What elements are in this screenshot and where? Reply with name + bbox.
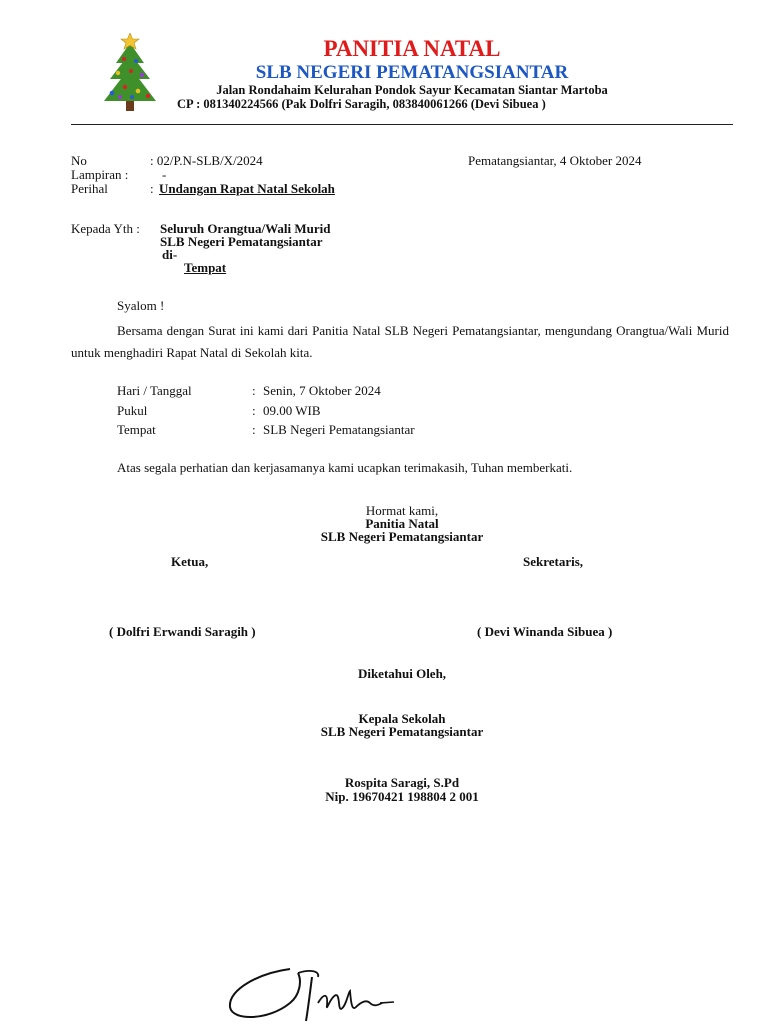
handwritten-signature [220,963,400,1024]
signoff-regards: Hormat kami, [365,503,439,518]
closing-text: Atas segala perhatian dan kerjasamanya kami ucapkan terimakasih, Tuhan memberkati. [117,460,573,475]
acknowledged-label: Diketahui Oleh, [357,666,447,681]
letterhead-contact: CP : 081340224566 (Pak Dolfri Saragih, 083840061266 (Devi Sibuea ) [177,97,546,111]
letterhead-divider [71,124,733,125]
detail-label: Hari / Tanggal [117,383,192,398]
detail-label: Tempat [117,422,156,437]
detail-value: 09.00 WIB [263,403,321,418]
meta-no-value: : 02/P.N-SLB/X/2024 [150,153,263,168]
head-name: Rospita Saragi, S.Pd [344,775,460,790]
signoff-org-2: SLB Negeri Pematangsiantar [320,529,484,544]
secretary-title: Sekretaris, [523,554,584,569]
recipient-line-3: di- [162,247,178,262]
signoff-org-1: Panitia Natal [365,516,439,531]
detail-label: Pukul [117,403,148,418]
detail-separator: : [252,383,256,398]
greeting: Syalom ! [117,298,165,313]
meta-perihal-value: Undangan Rapat Natal Sekolah [159,181,335,196]
head-org: SLB Negeri Pematangsiantar [320,724,484,739]
meta-lampiran-value: - [162,167,167,182]
meta-perihal-colon: : [150,181,154,196]
secretary-name: ( Devi Winanda Sibuea ) [477,624,613,639]
head-nip: Nip. 19670421 198804 2 001 [325,789,479,804]
letterhead-address: Jalan Rondahaim Kelurahan Pondok Sayur Kecamatan Siantar Martoba [216,83,608,97]
head-title: Kepala Sekolah [358,711,446,726]
detail-value: SLB Negeri Pematangsiantar [263,422,415,437]
christmas-tree-logo [98,33,162,115]
meta-perihal-label: Perihal [71,181,108,196]
recipient-line-4: Tempat [184,260,227,275]
meta-lampiran-label: Lampiran : [71,167,129,182]
letter-date: Pematangsiantar, 4 Oktober 2024 [468,153,642,168]
chair-title: Ketua, [171,554,209,569]
chair-name: ( Dolfri Erwandi Saragih ) [109,624,256,639]
body-paragraph: Bersama dengan Surat ini kami dari Panitia Natal SLB Negeri Pematangsiantar, mengundang Orangtua/Wali Murid untuk menghadiri Rapat Natal di Sekolah kita. [71,323,729,360]
letterhead-title: PANITIA NATAL [323,36,501,61]
recipient-line-1: Seluruh Orangtua/Wali Murid [160,221,331,236]
detail-separator: : [252,422,256,437]
letterhead-subtitle: SLB NEGERI PEMATANGSIANTAR [255,62,569,83]
meta-no-label: No [71,153,87,168]
detail-separator: : [252,403,256,418]
recipient-line-2: SLB Negeri Pematangsiantar [160,234,323,249]
detail-value: Senin, 7 Oktober 2024 [263,383,381,398]
recipient-label: Kepada Yth : [71,221,140,236]
